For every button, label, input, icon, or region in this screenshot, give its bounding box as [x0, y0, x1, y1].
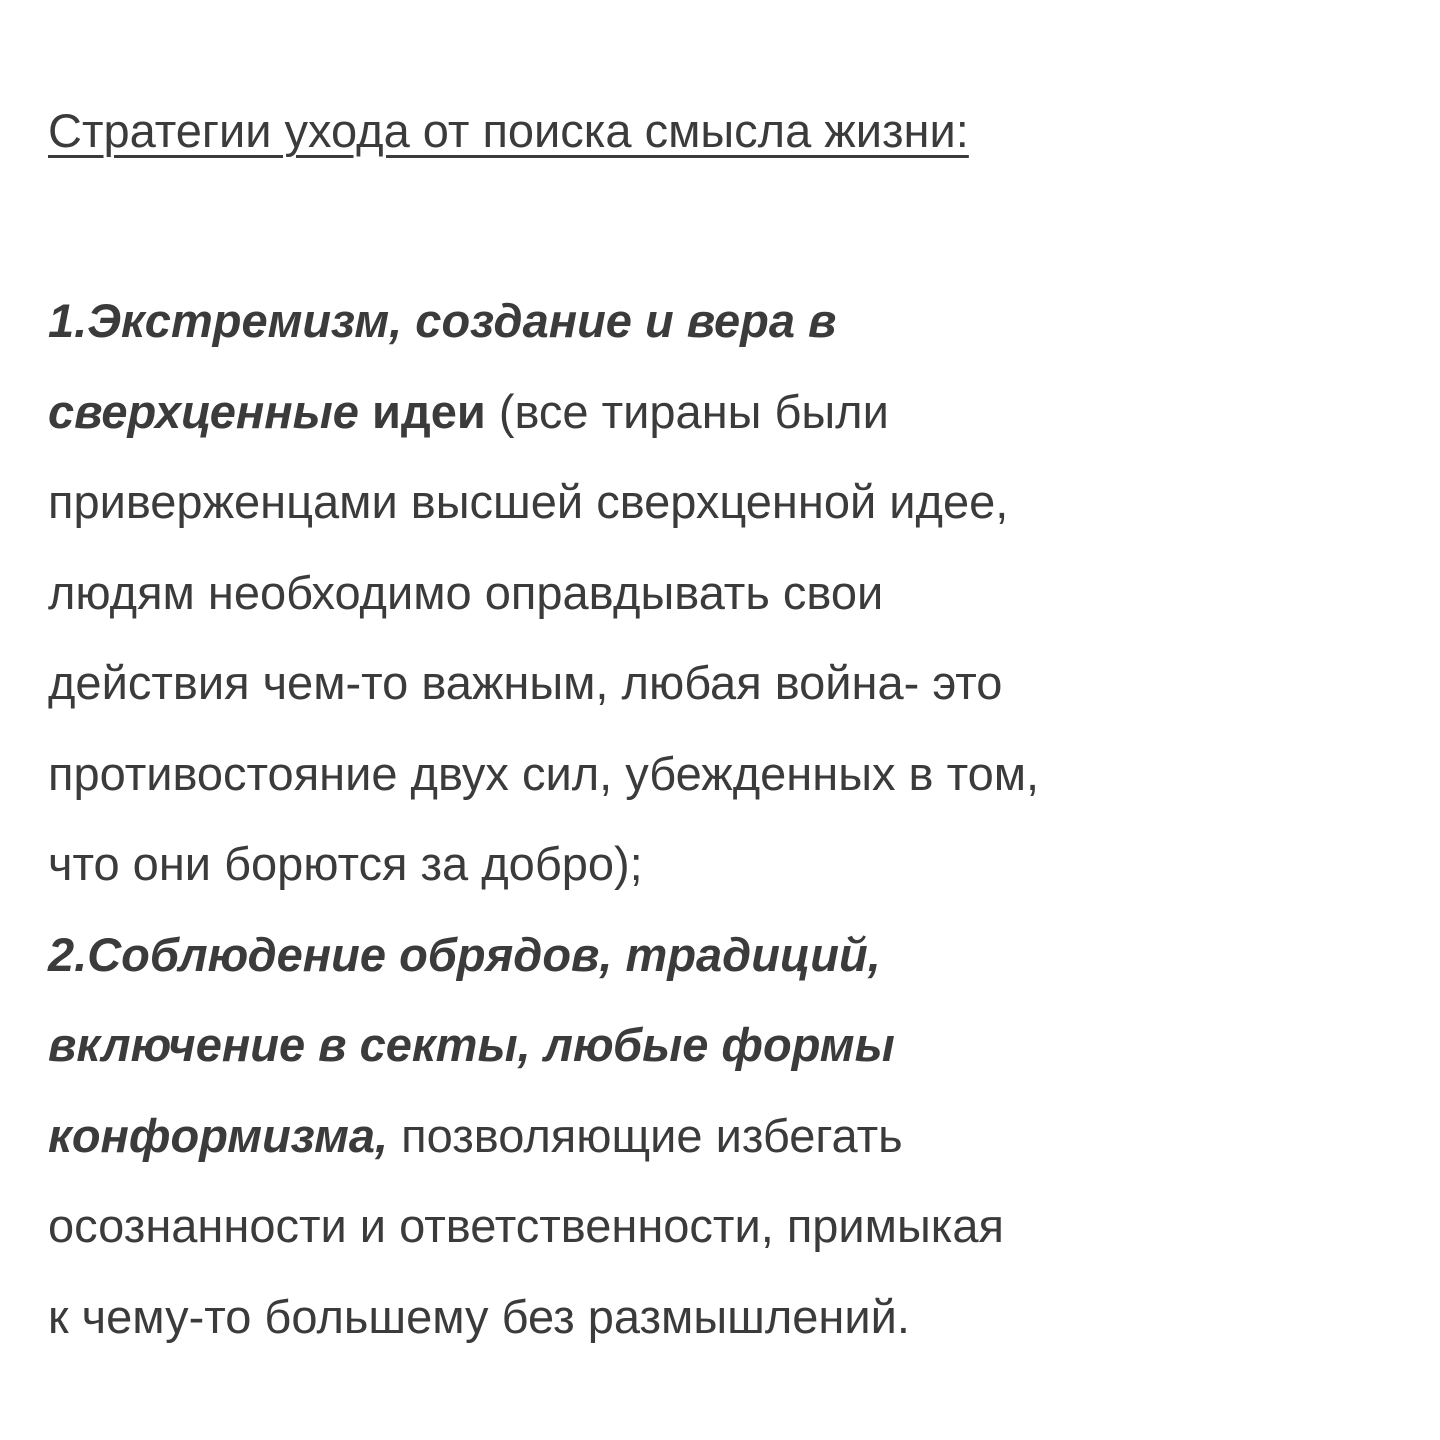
list-item-1 — [48, 276, 1398, 910]
item2-text-part1: позволяющие избегать — [388, 1108, 903, 1162]
item2-line5: к чему-то большему без размышлений. — [48, 1289, 910, 1343]
item1-line2 — [48, 367, 1398, 458]
item1-line6: противостояние двух сил, убежденных в том, — [48, 746, 1040, 800]
item2-line3 — [48, 1091, 1398, 1182]
item2-line2 — [48, 1000, 1398, 1091]
item1-line5: действия чем-то важным, любая война- это — [48, 656, 1003, 709]
item2-heading-part1: 2.Соблюдение обрядов, традиций, — [48, 927, 881, 981]
strategies-list — [48, 276, 1398, 1362]
spacer — [48, 166, 1398, 276]
item1-line3: приверженцами высшей сверхценной идее, — [48, 475, 1009, 528]
item1-heading-part2: сверхценные — [48, 384, 359, 438]
item2-heading-part2: включение в секты, любые формы — [48, 1018, 895, 1071]
item1-heading-part1: 1.Экстремизм, создание и вера в — [48, 294, 837, 347]
item2-heading-part3: конформизма, — [48, 1108, 389, 1162]
item1-heading-part3: идеи — [358, 384, 486, 438]
document — [48, 96, 1398, 1362]
item2-line1 — [48, 910, 1398, 1001]
list-item-2 — [48, 910, 1398, 1363]
item1-line7: что они борются за добро); — [48, 837, 643, 890]
item2-line4: осознанности и ответственности, примыкая — [48, 1199, 1004, 1252]
item1-text-part1: (все тираны были — [485, 384, 889, 438]
page-title: Стратегии ухода от поиска смысла жизни: — [48, 104, 969, 157]
item1-line1 — [48, 276, 1398, 367]
item1-line4: людям необходимо оправдывать свои — [48, 565, 884, 619]
